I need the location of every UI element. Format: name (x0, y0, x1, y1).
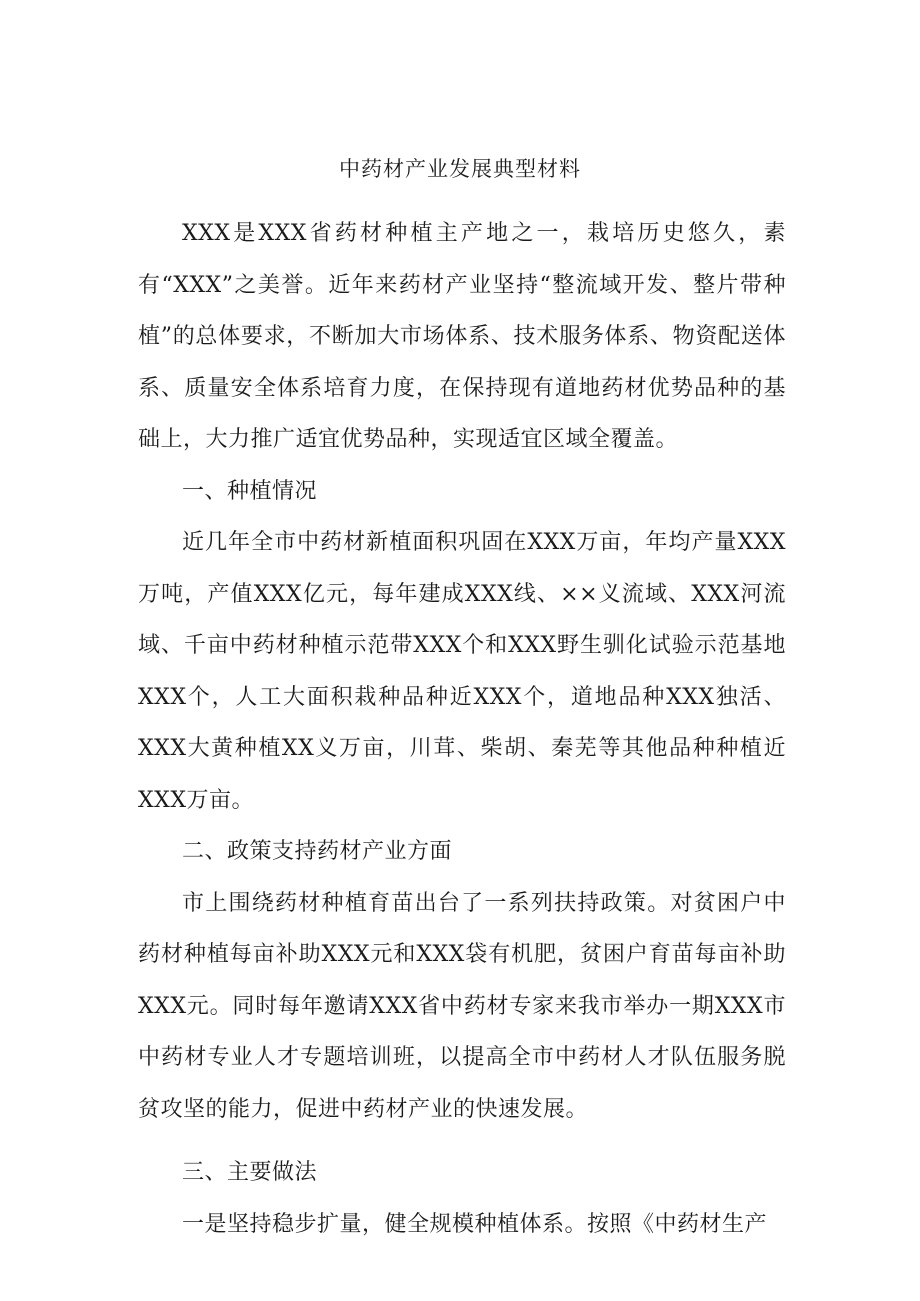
document-title: 中药材产业发展典型材料 (339, 157, 581, 181)
section-heading-planting: 一、种植情况 (182, 478, 318, 504)
paragraph-spacer (138, 1135, 786, 1147)
planting-paragraph: 近几年全市中药材新植面积巩固在XXX万亩，年均产量XXX万吨，产值XXX亿元，每年建成XXX线、××义流域、XXX河流域、千亩中药材种植示范带XXX个和XXX野生驯化试验示范基地XXX个，人工大面积栽种品种近XXX个，道地品种XXX独活、XXX大黄种植XX义万亩，川茸、柴胡、秦芜等其他品种种植近XXX万亩。 (138, 530, 786, 813)
policy-paragraph: 市上围绕药材种植育苗出台了一系列扶持政策。对贫困户中药材种植每亩补助XXX元和XXX袋有机肥，贫困户育苗每亩补助XXX元。同时每年邀请XXX省中药材专家来我市举办一期XXX市中药材专业人才专题培训班，以提高全市中药材人才队伍服务脱贫攻坚的能力，促进中药材产业的快速发展。 (138, 890, 786, 1122)
document-body (138, 208, 786, 1250)
intro-paragraph: XXX是XXX省药材种植主产地之一，栽培历史悠久，素有“XXX”之美誉。近年来药材产业坚持“整流域开发、整片带种植”的总体要求，不断加大市场体系、技术服务体系、物资配送体系、质量安全体系培育力度，在保持现有道地药材优势品种的基础上，大力推广适宜优势品种，实现适宜区域全覆盖。 (138, 221, 786, 452)
section-heading-practices: 三、主要做法 (182, 1160, 318, 1185)
section-heading-policy: 二、政策支持药材产业方面 (182, 839, 453, 864)
practices-paragraph: 一是坚持稳步扩量，健全规模种植体系。按照《中药材生产 (182, 1211, 768, 1237)
